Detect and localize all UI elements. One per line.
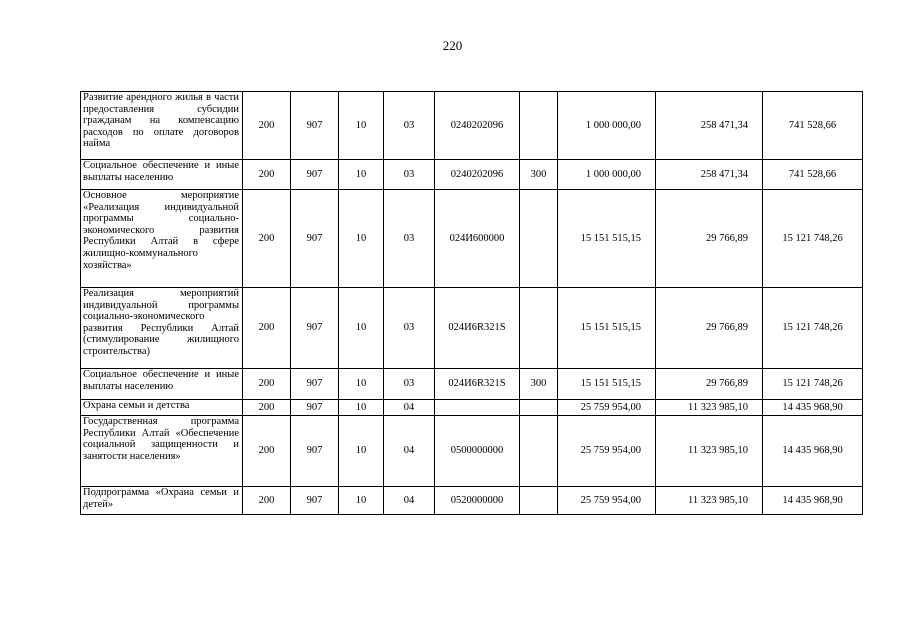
page-number: 220: [442, 38, 463, 53]
row-plan: 1 000 000,00: [558, 160, 656, 190]
table-row: [81, 487, 863, 515]
row-csr: 0500000000: [435, 416, 520, 487]
row-csr: 024И6R321S: [435, 369, 520, 400]
table-row: [81, 190, 863, 288]
row-plan: 1 000 000,00: [558, 92, 656, 160]
row-name: Подпрограмма «Охрана семьи и детей»: [81, 487, 243, 515]
row-vr: 300: [520, 369, 558, 400]
row-grbs: 907: [291, 400, 339, 416]
table-row: [81, 288, 863, 369]
row-ppp: 200: [243, 190, 291, 288]
row-done: 258 471,34: [656, 92, 763, 160]
row-rest: 14 435 968,90: [763, 416, 863, 487]
row-grbs: 907: [291, 190, 339, 288]
row-vr: [520, 487, 558, 515]
row-plan: 15 151 515,15: [558, 369, 656, 400]
row-rz: 10: [339, 487, 384, 515]
table-row: [81, 92, 863, 160]
row-grbs: 907: [291, 369, 339, 400]
row-ppp: 200: [243, 369, 291, 400]
row-pr: 04: [384, 487, 435, 515]
row-ppp: 200: [243, 416, 291, 487]
row-grbs: 907: [291, 160, 339, 190]
table-row: [81, 160, 863, 190]
row-csr: 0520000000: [435, 487, 520, 515]
row-name: Основное мероприятие «Реализация индивидуальной программы социально-экономического развития Республики Алтай в сфере жилищно-коммунального хозяйства»: [81, 190, 243, 288]
row-csr: [435, 400, 520, 416]
table-row: [81, 416, 863, 487]
row-vr: [520, 92, 558, 160]
row-csr: 0240202096: [435, 92, 520, 160]
row-done: 29 766,89: [656, 369, 763, 400]
row-rz: 10: [339, 160, 384, 190]
row-rest: 741 528,66: [763, 92, 863, 160]
row-plan: 25 759 954,00: [558, 487, 656, 515]
row-rz: 10: [339, 288, 384, 369]
budget-table: [80, 91, 863, 515]
row-rz: 10: [339, 416, 384, 487]
row-pr: 03: [384, 369, 435, 400]
row-plan: 15 151 515,15: [558, 288, 656, 369]
row-rest: 14 435 968,90: [763, 400, 863, 416]
row-ppp: 200: [243, 487, 291, 515]
row-rz: 10: [339, 369, 384, 400]
table-row: [81, 369, 863, 400]
row-grbs: 907: [291, 487, 339, 515]
row-plan: 15 151 515,15: [558, 190, 656, 288]
row-grbs: 907: [291, 416, 339, 487]
row-vr: [520, 288, 558, 369]
row-vr: [520, 190, 558, 288]
row-grbs: 907: [291, 288, 339, 369]
row-csr: 0240202096: [435, 160, 520, 190]
row-ppp: 200: [243, 400, 291, 416]
row-rz: 10: [339, 400, 384, 416]
row-pr: 04: [384, 416, 435, 487]
row-plan: 25 759 954,00: [558, 400, 656, 416]
row-done: 11 323 985,10: [656, 400, 763, 416]
row-csr: 024И600000: [435, 190, 520, 288]
row-done: 29 766,89: [656, 190, 763, 288]
row-vr: 300: [520, 160, 558, 190]
row-rest: 741 528,66: [763, 160, 863, 190]
row-rest: 15 121 748,26: [763, 190, 863, 288]
row-rz: 10: [339, 92, 384, 160]
row-name: Развитие арендного жилья в части предоставления субсидии гражданам на компенсацию расходов по оплате договоров найма: [81, 92, 243, 160]
row-name: Государственная программа Республики Алтай «Обеспечение социальной защищенности и занятости населения»: [81, 416, 243, 487]
row-rz: 10: [339, 190, 384, 288]
row-vr: [520, 400, 558, 416]
row-done: 258 471,34: [656, 160, 763, 190]
row-ppp: 200: [243, 160, 291, 190]
row-rest: 14 435 968,90: [763, 487, 863, 515]
row-pr: 03: [384, 190, 435, 288]
row-rest: 15 121 748,26: [763, 288, 863, 369]
row-name: Социальное обеспечение и иные выплаты населению: [81, 160, 243, 190]
row-vr: [520, 416, 558, 487]
row-pr: 04: [384, 400, 435, 416]
table-row: [81, 400, 863, 416]
row-name: Реализация мероприятий индивидуальной программы социально-экономического развития Республики Алтай (стимулирование жилищного строительства): [81, 288, 243, 369]
row-done: 11 323 985,10: [656, 416, 763, 487]
row-pr: 03: [384, 288, 435, 369]
row-grbs: 907: [291, 92, 339, 160]
row-done: 11 323 985,10: [656, 487, 763, 515]
row-plan: 25 759 954,00: [558, 416, 656, 487]
row-name: Охрана семьи и детства: [81, 400, 243, 416]
row-ppp: 200: [243, 288, 291, 369]
row-pr: 03: [384, 92, 435, 160]
row-name: Социальное обеспечение и иные выплаты населению: [81, 369, 243, 400]
row-ppp: 200: [243, 92, 291, 160]
row-csr: 024И6R321S: [435, 288, 520, 369]
row-done: 29 766,89: [656, 288, 763, 369]
row-pr: 03: [384, 160, 435, 190]
row-rest: 15 121 748,26: [763, 369, 863, 400]
